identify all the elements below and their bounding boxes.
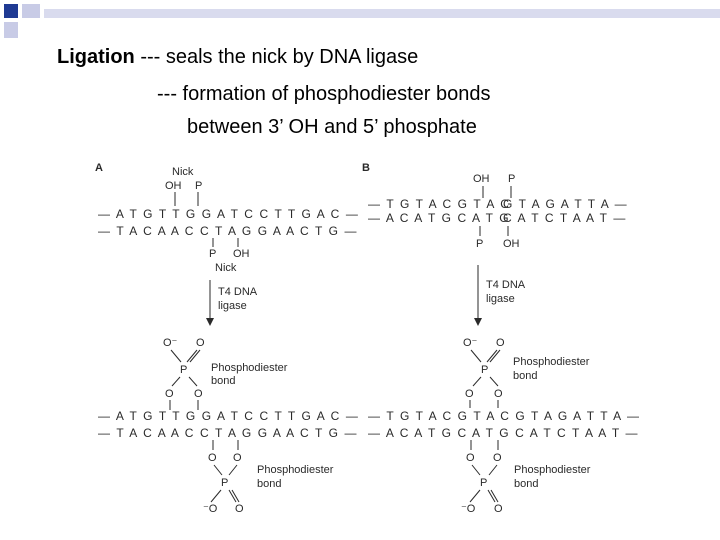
bond-line — [211, 490, 221, 502]
top-strand-left: — T G T A C G T A C — [368, 197, 511, 211]
oh-label: OH — [165, 180, 182, 192]
panel-b-label: B — [362, 162, 370, 174]
o-label: O — [493, 452, 502, 464]
bottom-strand-sealed: — A C A T G C A T G C A T C T A A T — — [368, 426, 640, 440]
phosphodiester-label-lower-2: bond — [514, 478, 539, 490]
phosphodiester-label-2: bond — [513, 370, 538, 382]
oh-label-bottom: OH — [233, 248, 250, 260]
panel-a — [95, 162, 359, 515]
o-label: O — [496, 337, 505, 349]
slide-line-3: between 3’ OH and 5’ phosphate — [187, 116, 477, 138]
o-label: O — [465, 388, 474, 400]
bond-line — [229, 465, 237, 475]
phosphodiester-label: Phosphodiester — [211, 362, 288, 374]
o-label: O — [196, 337, 205, 349]
heading-keyword: Ligation — [57, 46, 135, 68]
p-label: P — [195, 180, 203, 192]
enzyme-label-2: ligase — [218, 300, 247, 312]
oh-label: OH — [473, 173, 490, 185]
o-minus-label-bottom: ⁻O — [203, 503, 218, 515]
bottom-strand-left: — A C A T G C A T G — [368, 211, 511, 225]
o-label: O — [494, 388, 503, 400]
p-center-label: P — [221, 477, 229, 489]
phosphodiester-label-lower: Phosphodiester — [257, 464, 334, 476]
o-label: O — [233, 452, 242, 464]
enzyme-label: T4 DNA — [486, 279, 526, 291]
ligation-diagram — [0, 150, 720, 540]
o-label-bottom: O — [235, 503, 244, 515]
bond-line — [489, 465, 497, 475]
nick-label-top: Nick — [172, 166, 194, 178]
p-center-label: P — [481, 364, 489, 376]
phosphodiester-label-lower: Phosphodiester — [514, 464, 591, 476]
bond-line — [490, 377, 498, 386]
p-label: P — [508, 173, 516, 185]
nick-label-bottom: Nick — [215, 262, 237, 274]
o-minus-label-bottom: ⁻O — [461, 503, 476, 515]
o-label: O — [208, 452, 217, 464]
phosphodiester-label-2: bond — [211, 375, 236, 387]
phosphodiester-label: Phosphodiester — [513, 356, 590, 368]
heading-description: --- seals the nick by DNA ligase — [134, 46, 419, 68]
o-minus-label: O⁻ — [163, 337, 178, 349]
ligation-figure — [0, 150, 720, 540]
o-minus-label: O⁻ — [463, 337, 478, 349]
bond-line — [171, 350, 181, 362]
bond-line — [470, 490, 480, 502]
phosphodiester-label-lower-2: bond — [257, 478, 282, 490]
o-label: O — [466, 452, 475, 464]
bond-line — [471, 350, 481, 362]
o-label-bottom: O — [494, 503, 503, 515]
slide-line-2: --- formation of phosphodiester bonds — [157, 83, 491, 105]
bottom-strand-right: C A T C T A A T — — [503, 211, 627, 225]
reaction-arrow-head — [206, 318, 214, 326]
bottom-strand-sealed: — T A C A A C C T A G G A A C T G — — [98, 426, 359, 440]
p-label-bottom: P — [209, 248, 217, 260]
panel-b — [362, 162, 641, 515]
bond-line — [214, 465, 222, 475]
p-center-label: P — [480, 477, 488, 489]
top-strand: — A T G T T G G A T C C T T G A C — — [98, 207, 360, 221]
enzyme-label-2: ligase — [486, 293, 515, 305]
slide-text — [0, 0, 720, 150]
top-strand-right: G T A G A T T A — — [503, 197, 629, 211]
bond-line — [189, 377, 197, 386]
reaction-arrow-head — [474, 318, 482, 326]
top-strand-sealed: — T G T A C G T A C G T A G A T T A — — [368, 409, 641, 423]
enzyme-label: T4 DNA — [218, 286, 258, 298]
p-label-bottom: P — [476, 238, 484, 250]
top-strand-sealed: — A T G T T G G A T C C T T G A C — — [98, 409, 360, 423]
bond-line — [172, 377, 180, 386]
o-label: O — [194, 388, 203, 400]
bottom-strand: — T A C A A C C T A G G A A C T G — — [98, 224, 359, 238]
bond-line — [473, 377, 481, 386]
bond-line — [472, 465, 480, 475]
oh-label-bottom: OH — [503, 238, 520, 250]
panel-a-label: A — [95, 162, 103, 174]
slide-heading — [57, 46, 418, 69]
o-label: O — [165, 388, 174, 400]
p-center-label: P — [180, 364, 188, 376]
